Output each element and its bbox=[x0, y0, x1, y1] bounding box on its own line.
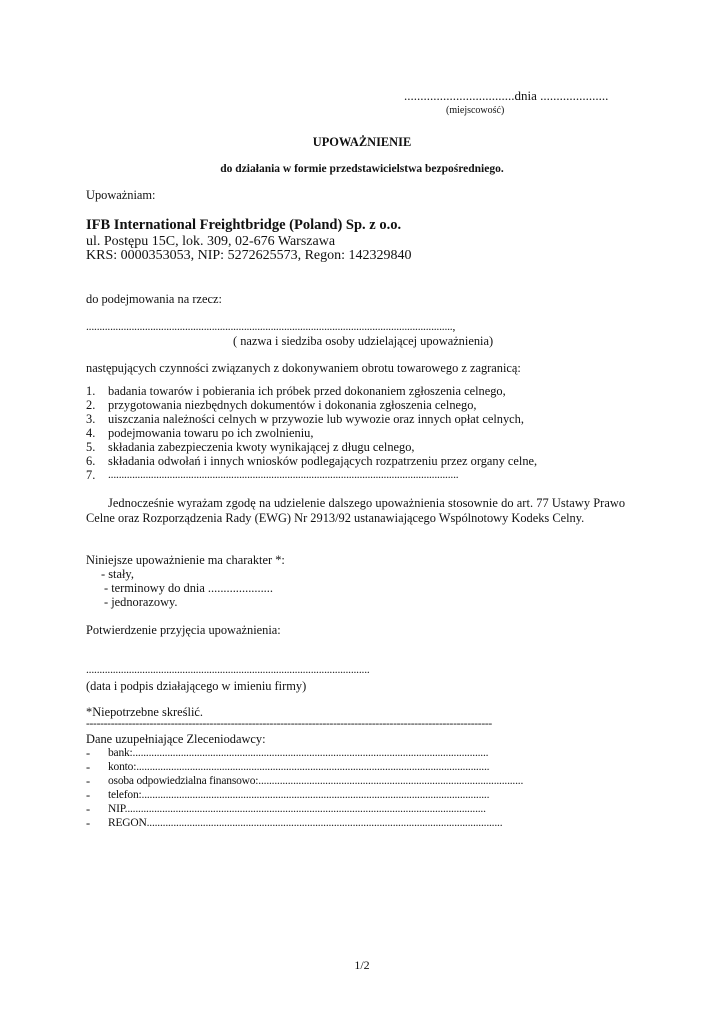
signature-caption: (data i podpis działającego w imieniu firmy) bbox=[86, 679, 307, 693]
client-field-nip: NIP....................................................................................................................................... bbox=[108, 803, 486, 815]
client-field-regon: REGON..................................................................................................................................... bbox=[108, 817, 503, 829]
document-subtitle: do działania w formie przedstawicielstwa bezpośredniego. bbox=[220, 163, 504, 175]
company-registry: KRS: 0000353053, NIP: 5272625573, Regon: 142329840 bbox=[86, 248, 412, 263]
strike-note: *Niepotrzebne skreślić. bbox=[86, 705, 203, 719]
client-field-bank: bank:..................................................................................................................................... bbox=[108, 747, 489, 759]
signature-line: .......................................................................................................... bbox=[86, 664, 370, 676]
client-field-account: konto:.................................................................................................................................... bbox=[108, 761, 490, 773]
consent-line-1: Jednocześnie wyrażam zgodę na udzielenie dalszego upoważnienia stosownie do art. 77 Ustawy Prawo bbox=[108, 496, 626, 510]
company-name: IFB International Freightbridge (Poland) Sp. z o.o. bbox=[86, 217, 402, 233]
client-field-phone: telefon:.................................................................................................................................. bbox=[108, 789, 490, 801]
place-caption: (miejscowość) bbox=[446, 105, 505, 116]
company-address: ul. Postępu 15C, lok. 309, 02-676 Warszawa bbox=[86, 234, 336, 249]
character-label: Niniejsze upoważnienie ma charakter *: bbox=[86, 553, 285, 567]
client-data-label: Dane uzupełniające Zleceniodawcy: bbox=[86, 732, 266, 746]
client-field-finance-person: osoba odpowiedzialna finansowo:................................................................................................... bbox=[108, 775, 524, 787]
page-number: 1/2 bbox=[354, 958, 370, 972]
authorize-label: Upoważniam: bbox=[86, 188, 156, 202]
place-date-line: ..................................dnia ..................... bbox=[404, 88, 609, 103]
character-option-permanent: - stały, bbox=[101, 567, 134, 581]
principal-caption: ( nazwa i siedziba osoby udzielającej upoważnienia) bbox=[233, 334, 494, 348]
separator-line: ------------------------------------------------------------------------------------------------------------------- bbox=[86, 718, 492, 730]
consent-line-2: Celne oraz Rozporządzenia Rady (EWG) Nr 2913/92 ustanawiającego Wspólnotowy Kodeks Celny. bbox=[86, 511, 585, 525]
principal-line: ........................................................................................................................................., bbox=[86, 321, 456, 333]
activities-intro: następujących czynności związanych z dokonywaniem obrotu towarowego z zagranicą: bbox=[86, 361, 521, 375]
document-title: UPOWAŻNIENIE bbox=[312, 135, 412, 149]
character-option-onetime: - jednorazowy. bbox=[104, 595, 178, 609]
character-option-term: - terminowy do dnia ..................... bbox=[104, 581, 273, 595]
on-behalf-label: do podejmowania na rzecz: bbox=[86, 292, 222, 306]
confirmation-label: Potwierdzenie przyjęcia upoważnienia: bbox=[86, 623, 281, 637]
